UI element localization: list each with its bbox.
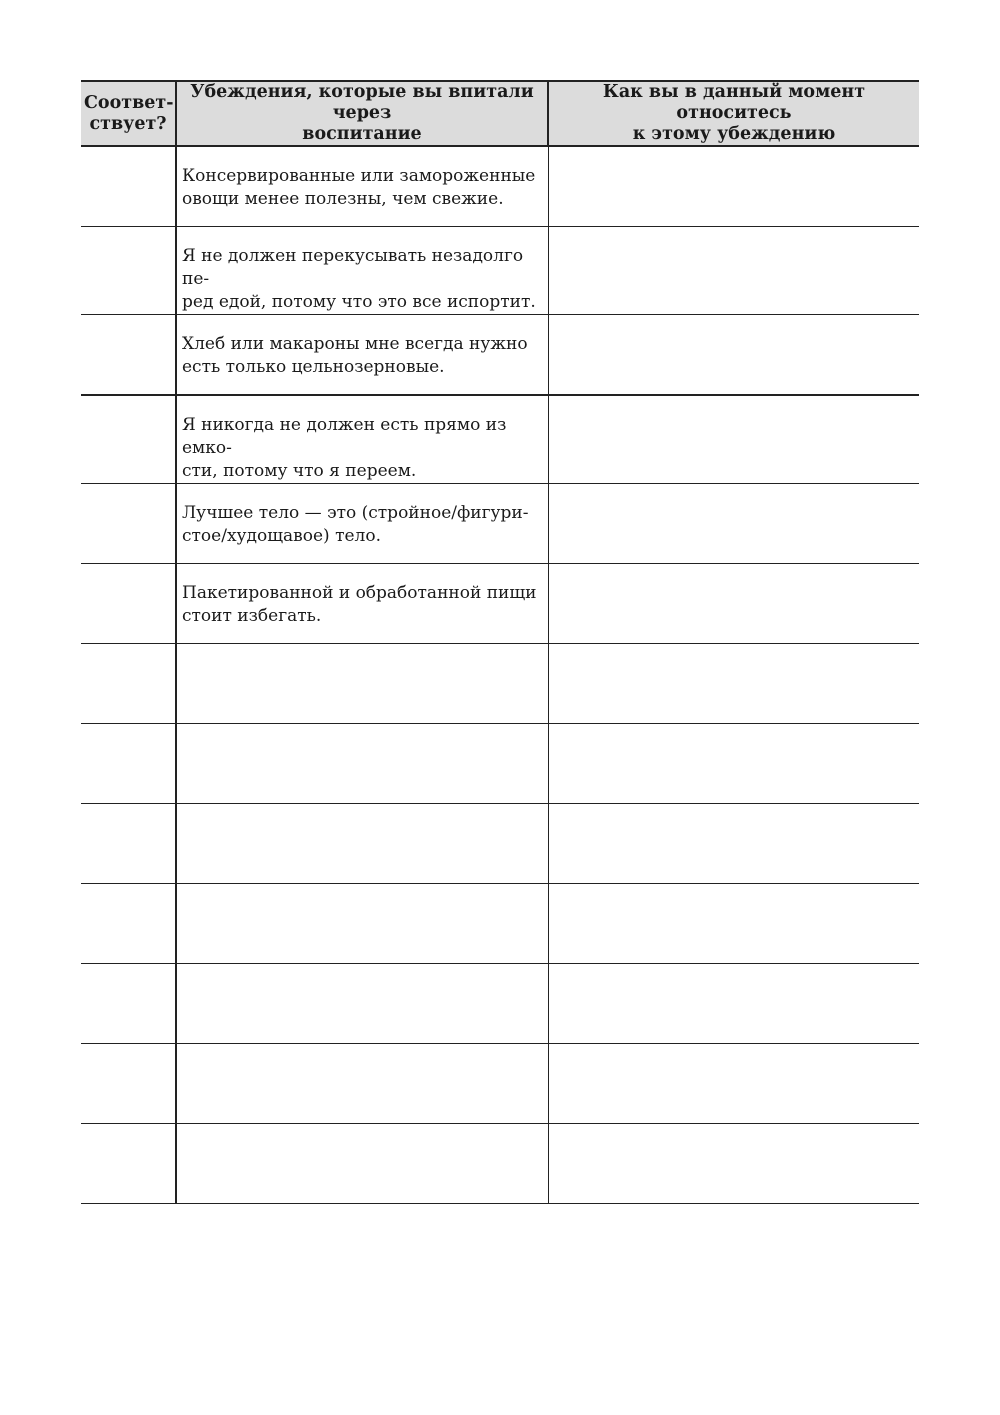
table-row-empty: [81, 964, 919, 1044]
attitude-cell[interactable]: [548, 884, 919, 964]
table-row-empty: [81, 1044, 919, 1124]
attitude-cell[interactable]: [548, 1124, 919, 1204]
table-row-empty: [81, 644, 919, 724]
header-match: [81, 81, 176, 146]
attitude-cell[interactable]: [548, 644, 919, 724]
belief-cell: [176, 484, 548, 564]
belief-cell: [176, 395, 548, 484]
belief-cell: [176, 315, 548, 396]
belief-cell[interactable]: [176, 964, 548, 1044]
match-cell[interactable]: [81, 564, 176, 644]
attitude-cell[interactable]: [548, 227, 919, 315]
table-row: [81, 484, 919, 564]
attitude-cell[interactable]: [548, 564, 919, 644]
table-row: [81, 564, 919, 644]
attitude-cell[interactable]: [548, 484, 919, 564]
header-belief-label: Убеждения, которые вы впитали через воспитание: [190, 82, 534, 144]
table-row: [81, 315, 919, 396]
belief-cell[interactable]: [176, 884, 548, 964]
belief-text: Хлеб или макароны мне всегда нужно есть только цельнозерновые.: [182, 334, 528, 377]
attitude-cell[interactable]: [548, 1044, 919, 1124]
attitude-cell[interactable]: [548, 964, 919, 1044]
belief-text: Пакетированной и обработанной пищи стоит избегать.: [182, 583, 537, 626]
match-cell[interactable]: [81, 315, 176, 396]
table-row-empty: [81, 884, 919, 964]
belief-cell: [176, 146, 548, 227]
match-cell[interactable]: [81, 724, 176, 804]
table-row-empty: [81, 724, 919, 804]
belief-cell: [176, 564, 548, 644]
belief-text: Лучшее тело — это (стройное/фигури- стое/худощавое) тело.: [182, 503, 529, 546]
table-row: [81, 395, 919, 484]
attitude-cell[interactable]: [548, 395, 919, 484]
match-cell[interactable]: [81, 964, 176, 1044]
belief-cell[interactable]: [176, 1044, 548, 1124]
match-cell[interactable]: [81, 484, 176, 564]
match-cell[interactable]: [81, 1124, 176, 1204]
match-cell[interactable]: [81, 644, 176, 724]
header-attitude-label: Как вы в данный момент относитесь к этому убеждению: [602, 82, 866, 144]
match-cell[interactable]: [81, 804, 176, 884]
table-row-empty: [81, 804, 919, 884]
belief-cell[interactable]: [176, 644, 548, 724]
header-belief: [176, 81, 548, 146]
beliefs-worksheet: [81, 80, 919, 1204]
beliefs-table: [81, 80, 919, 1204]
match-cell[interactable]: [81, 227, 176, 315]
belief-text: Консервированные или замороженные овощи менее полезны, чем свежие.: [182, 166, 536, 209]
table-row: [81, 146, 919, 227]
attitude-cell[interactable]: [548, 315, 919, 396]
match-cell[interactable]: [81, 1044, 176, 1124]
header-attitude: [548, 81, 919, 146]
table-header-row: [81, 81, 919, 146]
match-cell[interactable]: [81, 146, 176, 227]
belief-cell: [176, 227, 548, 315]
belief-cell[interactable]: [176, 804, 548, 884]
belief-cell[interactable]: [176, 724, 548, 804]
attitude-cell[interactable]: [548, 146, 919, 227]
match-cell[interactable]: [81, 884, 176, 964]
match-cell[interactable]: [81, 395, 176, 484]
belief-cell[interactable]: [176, 1124, 548, 1204]
attitude-cell[interactable]: [548, 724, 919, 804]
attitude-cell[interactable]: [548, 804, 919, 884]
table-row: [81, 227, 919, 315]
table-row-empty: [81, 1124, 919, 1204]
belief-text: Я не должен перекусывать незадолго пе- ред едой, потому что это все испортит.: [182, 246, 536, 312]
header-match-label: Соответ- ствует?: [84, 92, 174, 134]
belief-text: Я никогда не должен есть прямо из емко- сти, потому что я переем.: [182, 415, 507, 481]
